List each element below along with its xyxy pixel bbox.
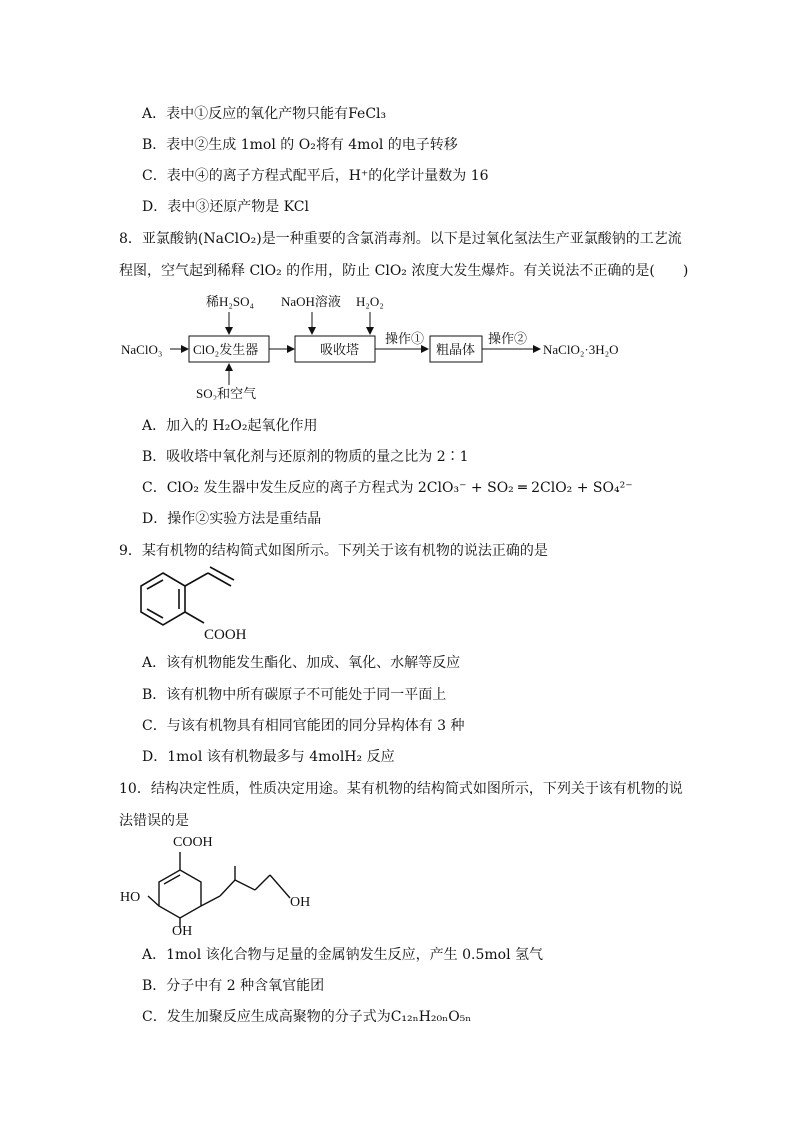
q8-stem-line1: 8．亚氯酸钠(NaClO₂)是一种重要的含氯消毒剂。以下是过氧化氢法生产亚氯酸钠的工艺流	[119, 231, 682, 247]
q7-option-d: D．表中③还原产物是 KCl	[142, 199, 309, 215]
q10-stem-line2: 法错误的是	[119, 813, 189, 829]
flow-op2-label: 操作②	[488, 331, 528, 346]
q10-option-c: C．发生加聚反应生成高聚物的分子式为C₁₂ₙH₂₀ₙO₅ₙ	[142, 1009, 472, 1025]
q9-option-a: A．该有机物能发生酯化、加成、氧化、水解等反应	[142, 655, 461, 671]
q7-option-b: B．表中②生成 1mol 的 O₂将有 4mol 的电子转移	[142, 137, 458, 153]
q9-option-c: C．与该有机物具有相同官能团的同分异构体有 3 种	[142, 718, 465, 734]
svg-text:OH: OH	[172, 924, 193, 938]
q10-option-a: A．1mol 该化合物与足量的金属钠发生反应，产生 0.5mol 氢气	[142, 947, 543, 963]
svg-text:ClO₂发生器: ClO₂发生器	[193, 342, 259, 357]
q10-structure	[118, 830, 328, 938]
svg-text:COOH: COOH	[204, 627, 247, 643]
svg-text:COOH: COOH	[173, 835, 213, 850]
flow-reagent-h2o2: H₂O₂	[356, 294, 384, 309]
flow-reagent-so2-air: SO₂和空气	[196, 386, 257, 400]
q9-structure	[118, 563, 278, 647]
flow-reagent-h2so4: 稀H₂SO₄	[206, 294, 255, 309]
q8-flowchart	[0, 290, 794, 400]
svg-text:吸收塔: 吸收塔	[320, 342, 360, 357]
q10-stem-line1: 10．结构决定性质，性质决定用途。某有机物的结构简式如图所示，下列关于该有机物的说	[119, 781, 683, 797]
q8-option-c: C．ClO₂ 发生器中发生反应的离子方程式为 2ClO₃⁻ + SO₂ ═ 2ClO₂ + SO₄²⁻	[142, 480, 633, 496]
flow-input-naclo3: NaClO₃	[121, 342, 163, 357]
flow-op1-label: 操作①	[385, 331, 425, 346]
svg-text:HO: HO	[120, 890, 141, 905]
svg-text:粗晶体: 粗晶体	[436, 342, 476, 357]
svg-text:OH: OH	[290, 895, 311, 910]
q8-option-b: B．吸收塔中氧化剂与还原剂的物质的量之比为 2∶1	[142, 449, 469, 465]
flow-output-naclo2: NaClO₂·3H₂O	[543, 342, 619, 357]
q8-option-a: A．加入的 H₂O₂起氧化作用	[142, 418, 318, 434]
q9-option-b: B．该有机物中所有碳原子不可能处于同一平面上	[142, 687, 447, 703]
q9-stem: 9．某有机物的结构简式如图所示。下列关于该有机物的说法正确的是	[119, 543, 548, 559]
q9-option-d: D．1mol 该有机物最多与 4molH₂ 反应	[142, 749, 395, 765]
flow-reagent-naoh: NaOH溶液	[281, 294, 341, 309]
q7-option-a: A．表中①反应的氧化产物只能有FeCl₃	[142, 106, 387, 122]
q10-option-b: B．分子中有 2 种含氧官能团	[142, 978, 325, 994]
q8-stem-line2: 程图，空气起到稀释 ClO₂ 的作用，防止 ClO₂ 浓度大发生爆炸。有关说法不正确的是( )	[119, 263, 689, 279]
q7-option-c: C．表中④的离子方程式配平后，H⁺的化学计量数为 16	[142, 168, 489, 184]
q8-option-d: D．操作②实验方法是重结晶	[142, 511, 322, 527]
